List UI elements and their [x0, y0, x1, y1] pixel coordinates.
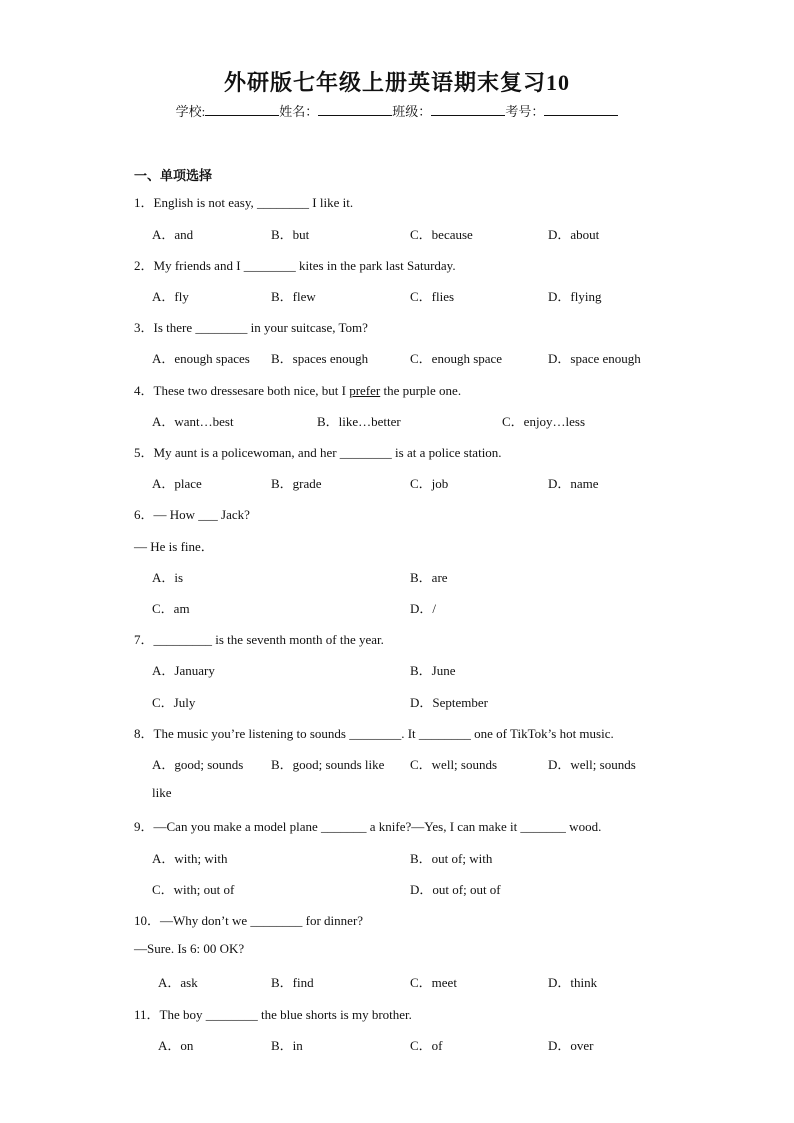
option-d[interactable]: D．out of; out of — [410, 882, 501, 897]
option-a[interactable]: A．ask — [158, 975, 198, 990]
name-label: 姓名： — [279, 104, 319, 119]
option-c[interactable]: C．because — [410, 227, 473, 242]
option-b[interactable]: B．good; sounds like — [271, 757, 385, 772]
question-number: 11． — [134, 1007, 160, 1022]
option-b[interactable]: B．like…better — [317, 414, 401, 429]
option-b[interactable]: B．out of; with — [410, 851, 493, 866]
number-label: 考号： — [505, 104, 545, 119]
option-b[interactable]: B．spaces enough — [271, 351, 369, 366]
question-stem-part1: These two dressesare both nice, but I — [153, 383, 350, 398]
question-number: 5． — [134, 445, 154, 460]
option-b[interactable]: B．grade — [271, 476, 322, 491]
option-c[interactable]: C．of — [410, 1038, 443, 1053]
option-a[interactable]: A．January — [152, 663, 215, 678]
question-2 — [134, 255, 456, 274]
question-stem: English is not easy, ________ I like it. — [153, 195, 354, 210]
option-b[interactable]: B．find — [271, 975, 314, 990]
option-a[interactable]: A．on — [158, 1038, 194, 1053]
option-b[interactable]: B．June — [410, 663, 456, 678]
option-b[interactable]: B．but — [271, 227, 310, 242]
question-stem: — How ___ Jack? — [153, 507, 250, 522]
underlined-word: prefer — [349, 383, 381, 398]
school-blank[interactable] — [205, 105, 279, 116]
option-c[interactable]: C．July — [152, 695, 196, 710]
question-stem: Is there ________ in your suitcase, Tom? — [153, 320, 368, 335]
question-7 — [134, 629, 384, 648]
class-label: 班级： — [392, 104, 432, 119]
class-blank[interactable] — [431, 105, 505, 116]
question-number: 4． — [134, 383, 154, 398]
option-d[interactable]: D．well; sounds — [548, 757, 636, 772]
option-c[interactable]: C．flies — [410, 289, 455, 304]
option-b[interactable]: B．in — [271, 1038, 303, 1053]
question-8 — [134, 723, 614, 742]
option-b[interactable]: B．flew — [271, 289, 316, 304]
question-number: 1． — [134, 195, 154, 210]
question-9 — [134, 816, 601, 835]
option-d[interactable]: D．about — [548, 227, 600, 242]
option-d[interactable]: D．September — [410, 695, 488, 710]
option-a[interactable]: A．is — [152, 570, 184, 585]
section-heading: 一、单项选择 — [134, 168, 213, 183]
option-c[interactable]: C．job — [410, 476, 449, 491]
question-11 — [134, 1004, 412, 1023]
option-a[interactable]: A．want…best — [152, 414, 234, 429]
option-c[interactable]: C．meet — [410, 975, 457, 990]
question-number: 10． — [134, 913, 161, 928]
question-number: 9． — [134, 819, 154, 834]
question-stem: The music you’re listening to sounds ________. It ________ one of TikTok’s hot music. — [153, 726, 614, 741]
question-number: 3． — [134, 320, 154, 335]
question-number: 2． — [134, 258, 154, 273]
question-number: 6． — [134, 507, 154, 522]
option-a[interactable]: A．place — [152, 476, 202, 491]
question-stem: —Why don’t we ________ for dinner? — [160, 913, 364, 928]
question-6 — [134, 504, 250, 523]
name-blank[interactable] — [318, 105, 392, 116]
school-label: 学校: — [175, 104, 206, 119]
question-10-reply: —Sure. Is 6: 00 OK? — [134, 941, 245, 956]
student-info-line — [0, 101, 794, 120]
question-stem: My friends and I ________ kites in the park last Saturday. — [153, 258, 456, 273]
option-a[interactable]: A．and — [152, 227, 194, 242]
option-d[interactable]: D．over — [548, 1038, 594, 1053]
question-stem: My aunt is a policewoman, and her ________ is at a police station. — [153, 445, 502, 460]
question-stem-part2: the purple one. — [380, 383, 462, 398]
page-title: 外研版七年级上册英语期末复习10 — [223, 70, 570, 95]
option-a[interactable]: A．good; sounds — [152, 757, 244, 772]
option-a[interactable]: A．with; with — [152, 851, 228, 866]
option-d[interactable]: D．/ — [410, 601, 437, 616]
option-c[interactable]: C．well; sounds — [410, 757, 498, 772]
option-d[interactable]: D．think — [548, 975, 598, 990]
question-3 — [134, 317, 368, 336]
question-5 — [134, 442, 502, 461]
question-4 — [134, 380, 461, 399]
question-6-reply: — He is fine． — [134, 539, 214, 554]
option-c[interactable]: C．enough space — [410, 351, 503, 366]
option-c[interactable]: C．with; out of — [152, 882, 235, 897]
option-c[interactable]: C．enjoy…less — [502, 414, 586, 429]
option-b[interactable]: B．are — [410, 570, 448, 585]
question-1 — [134, 192, 353, 211]
option-c[interactable]: C．am — [152, 601, 190, 616]
number-blank[interactable] — [544, 105, 618, 116]
option-d[interactable]: D．flying — [548, 289, 602, 304]
option-a[interactable]: A．fly — [152, 289, 189, 304]
question-number: 8． — [134, 726, 154, 741]
option-d[interactable]: D．name — [548, 476, 599, 491]
option-a[interactable]: A．enough spaces — [152, 351, 250, 366]
question-number: 7． — [134, 632, 154, 647]
question-stem: The boy ________ the blue shorts is my brother. — [159, 1007, 412, 1022]
option-d[interactable]: D．space enough — [548, 351, 641, 366]
option-d-wrap: like — [152, 785, 172, 800]
question-10 — [134, 910, 363, 929]
question-stem: —Can you make a model plane _______ a knife?—Yes, I can make it _______ wood. — [153, 819, 602, 834]
question-stem: _________ is the seventh month of the year. — [153, 632, 384, 647]
